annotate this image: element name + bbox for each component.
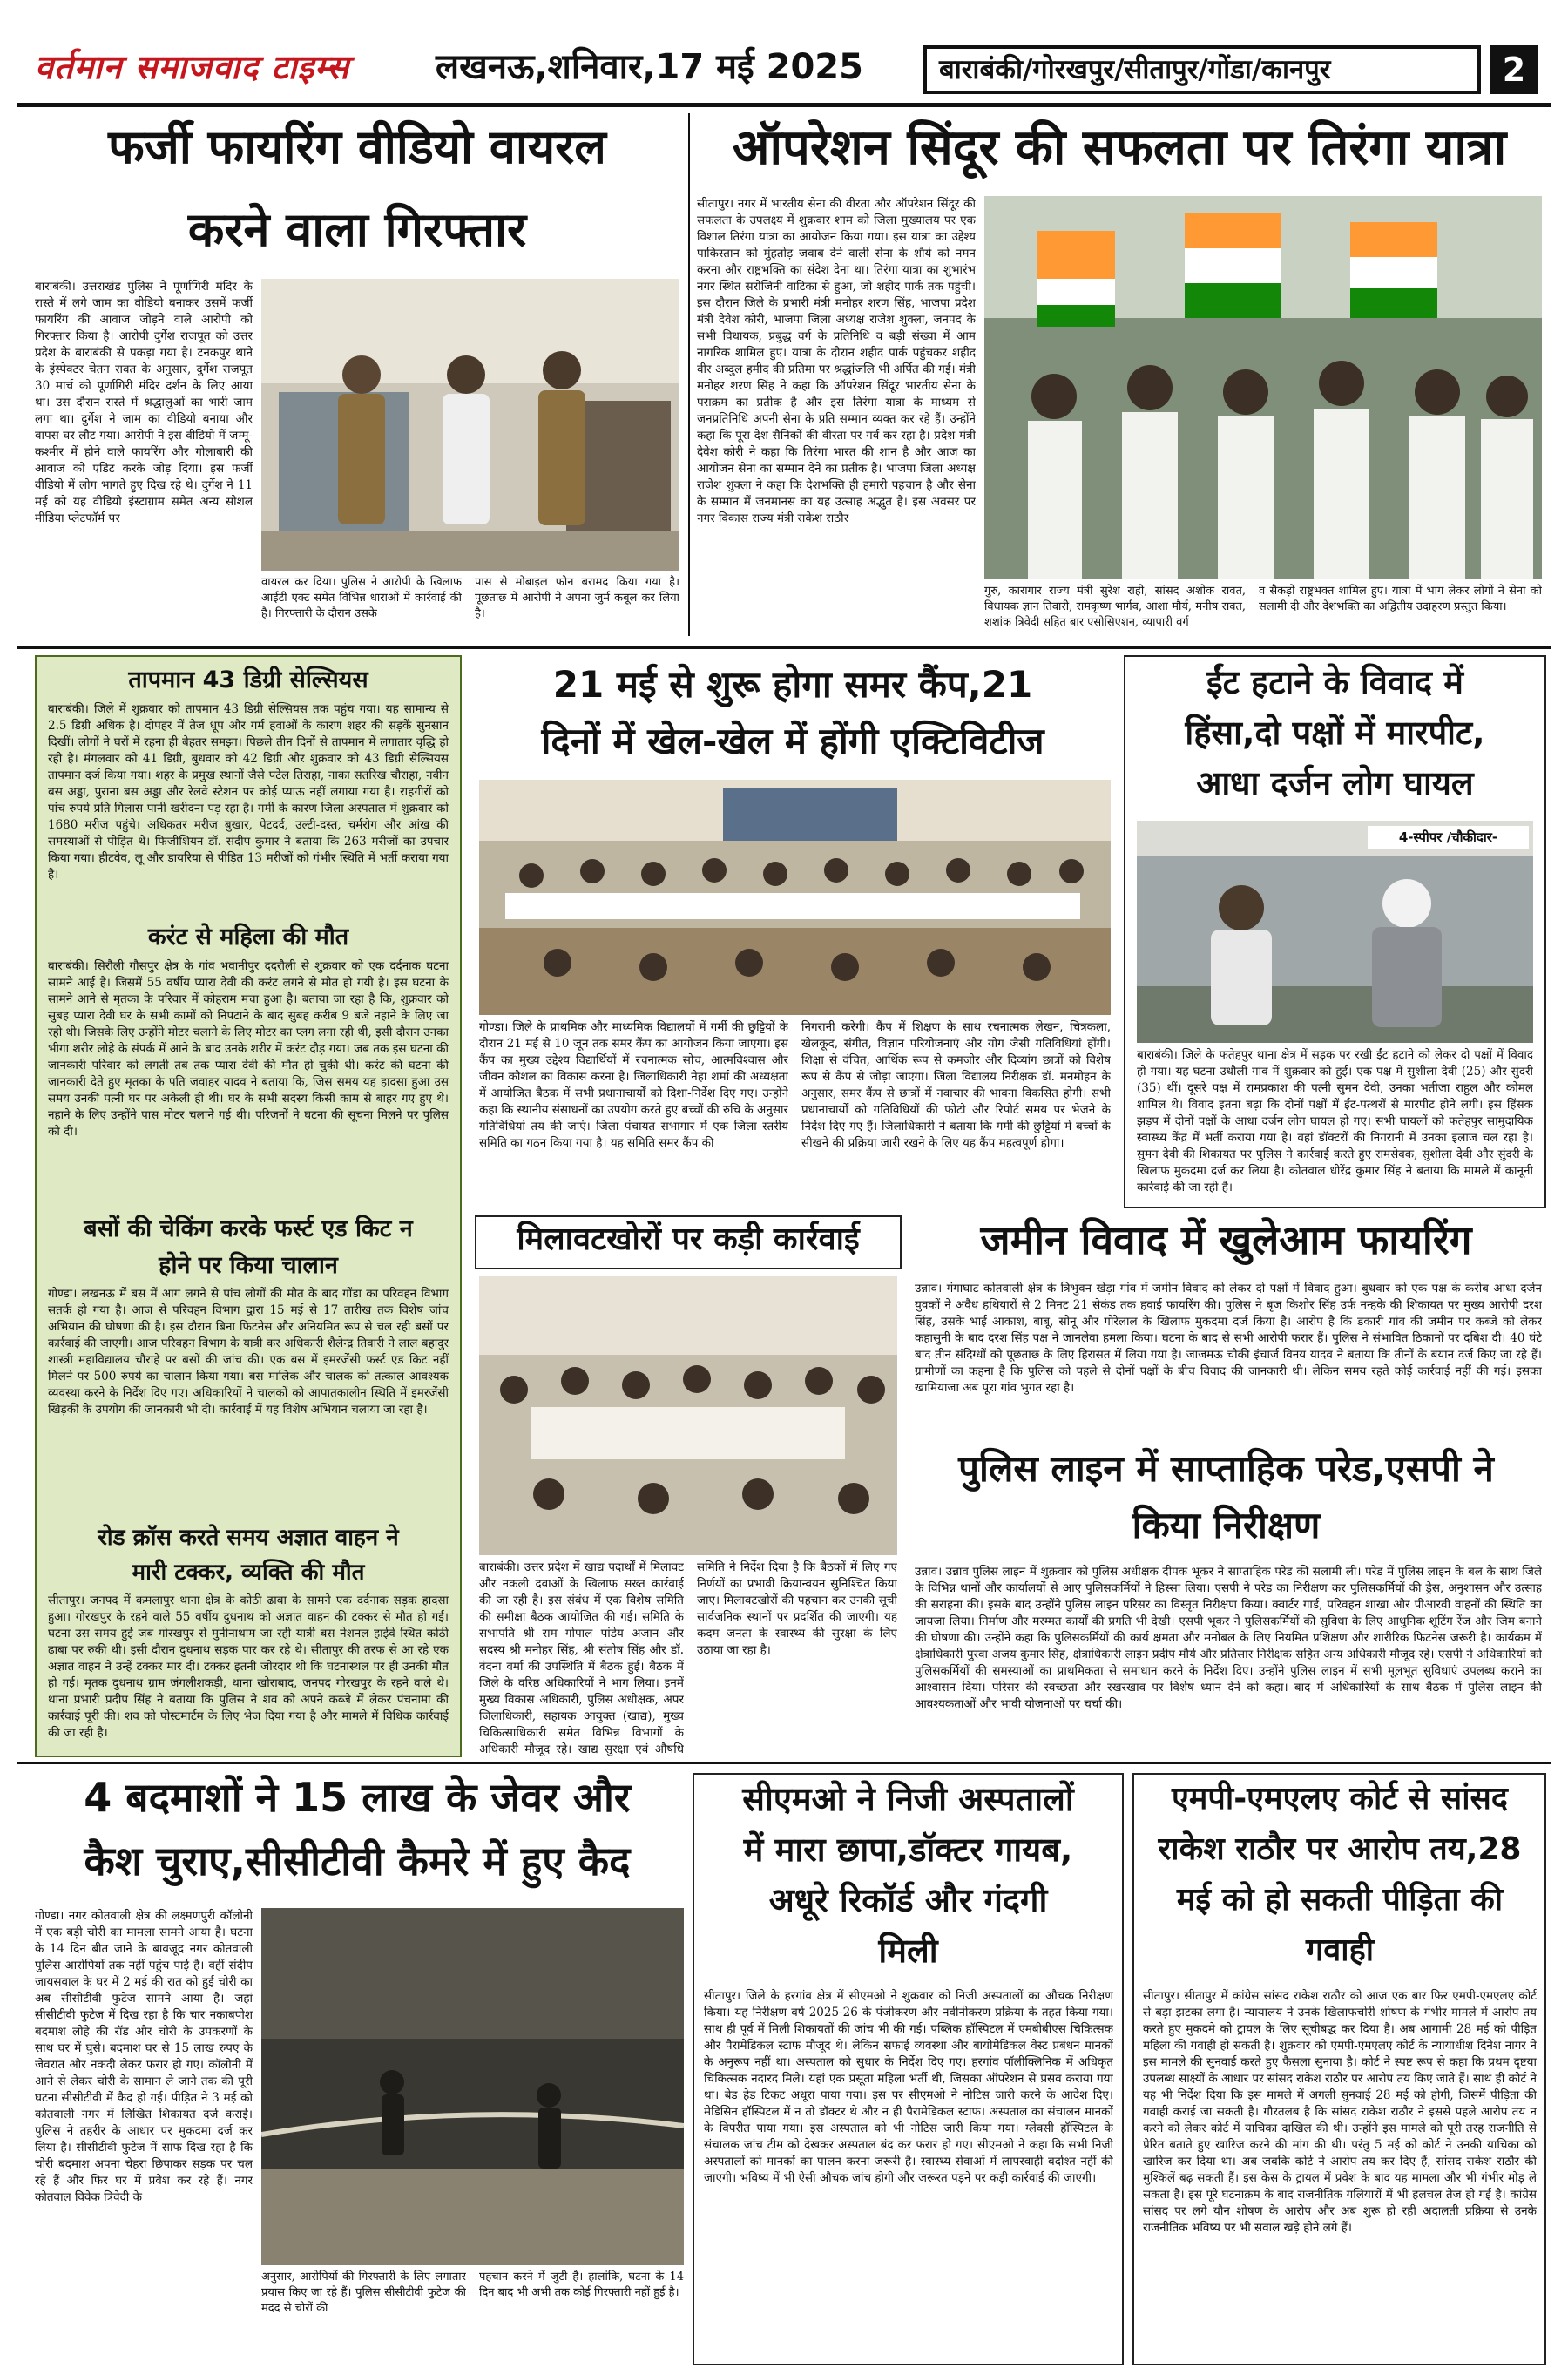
theft-story-body: गोण्डा। नगर कोतवाली क्षेत्र की लक्ष्मणपुरी कॉलोनी में एक बड़ी चोरी का मामला सामने आया है। घटना के 14 दिन बीत जाने के बावजूद नगर कोतवाली पुलिस आरोपियों तक नहीं पहुंच पाई है। वहीं संदीप जायसवाल के घर में 2 मई की रात को हुई चोरी का अब सीसीटीवी फुटेज सामने आया है। जहां सीसीटीवी फुटेज में दिख रहा है कि चार नकाबपोश बदमाश लोहे की रॉड और चोरी के उपकरणों के साथ घर में घुसे। बदमाश घर से 15 लाख रुपए के जेवरात और नकदी लेकर फरार हो गए। कॉलोनी में आने से लेकर चोरी के सामान ले जाने तक की पूरी घटना सीसीटीवी में कैद हो गई। पीड़ित ने 3 मई को कोतवाली नगर में लिखित शिकायत दर्ज कराई। पुलिस ने तहरीर के आधार पर मुकदमा दर्ज कर लिया है। सीसीटीवी फुटेज में साफ दिख रहा है कि चोरी बदमाश अपना चेहरा छिपाकर सड़क पर चल रहे हैं और फिर घर में प्रवेश कर रहे हैं। नगर कोतवाल विवेक त्रिवेदी के (35, 1909, 253, 2204)
cmo-headline-line3: अधूरे रिकॉर्ड और गंदगी (768, 1881, 1048, 1919)
camp-headline-line2: दिनों में खेल-खेल में होंगी एक्टिविटीज (541, 720, 1044, 762)
brick-story-body: बाराबंकी। जिले के फतेहपुर थाना क्षेत्र में सड़क पर रखी ईंट हटाने को लेकर दो पक्षों में विवाद हो गया। यह घटना उधौली गांव में शुक्रवार को हुई। एक पक्ष में सुशीला देवी (25) और सुंदरी (35) थीं। दूसरे पक्ष में रामप्रकाश की पत्नी सुमन देवी, उनका भतीजा राहुल और कोमल शामिल थे। विवाद इतना बढ़ा कि दोनों पक्षों में ईंट-पत्थरों से मारपीट होने लगी। इस हिंसक झड़प में दोनों पक्षों के आधा दर्जन लोग घायल हो गए। सभी घायलों को फतेहपुर सामुदायिक स्वास्थ्य केंद्र में भर्ती कराया गया है। वहां डॉक्टरों की निगरानी में उनका इलाज चल रहा है। सुमन देवी की शिकायत पर पुलिस ने कार्रवाई करते हुए रामसेवक, सुशीला देवी और सुंदरी के खिलाफ मुकदमा दर्ज कर लिया है। कोतवाल धीरेंद्र कुमार सिंह ने बताया कि मामले में कानूनी कार्रवाई की जा रही है। (1137, 1048, 1533, 1194)
land-dispute-body: उन्नाव। गंगाघाट कोतवाली क्षेत्र के त्रिभुवन खेड़ा गांव में जमीन विवाद को लेकर दो पक्षों में विवाद हुआ। बुधवार को एक पक्ष के करीब आधा दर्जन युवकों ने अवैध हथियारों से 2 मिनट 21 सेकंड तक हवाई फायरिंग की। पुलिस ने बृज किशोर सिंह उर्फ नन्हके की शिकायत पर मुख्य आरोपी दरश सिंह, उसके भाई आकाश, बाबू, सोनू और गोरेलाल के खिलाफ मुकदमा दर्ज किया है। आरोप है कि डकारी गांव की जमीन पर कब्जे को लेकर कहासुनी के बाद दरश सिंह पक्ष ने जानलेवा हमला किया। घटना के बाद से सभी आरोपी फरार हैं। पुलिस ने संभावित ठिकानों पर दबिश दी। 40 घंटे बाद तीन संदिग्धों को पूछताछ के लिए हिरासत में लिया गया है। जाजमऊ चौकी इंचार्ज विनय यादव ने बताया कि तीनों के बयान दर्ज किए जा रहे हैं। ग्रामीणों का कहना है कि पुलिस को पहले से दोनों पक्षों के बीच विवाद की जानकारी थी। लेकिन समय रहते कोई कार्रवाई नहीं की गई। इसका खामियाजा अब पूरा गांव भुगत रहा है। (915, 1282, 1542, 1395)
tiranga-rally-photo (984, 196, 1542, 579)
newspaper-brand: वर्तमान समाजवाद टाइम्स (35, 48, 350, 86)
video-headline-line2: करने वाला गिरफ्तार (187, 202, 527, 257)
photo-sign-label: 4-स्पीपर /चौकीदार- (1368, 826, 1529, 849)
brief-road-accident-head-line2: मारी टक्कर, व्यक्ति की मौत (132, 1560, 365, 1586)
masthead-rule (17, 103, 1551, 107)
camp-story-col1: गोण्डा। जिले के प्राथमिक और माध्यमिक विद्यालयों में गर्मी की छुट्टियों के दौरान 21 मई से 10 जून तक समर कैंप का आयोजन किया जाएगा। इस कैंप का मुख्य उद्देश्य विद्यार्थियों में रचनात्मक सोच, आत्मविश्वास और जीवन कौशल का विकास करना है। जिलाधिकारी नेहा शर्मा की अध्यक्षता में आयोजित बैठक में सभी प्रधानाचार्यों को दिशा-निर्देश दिए गए। उन्होंने कहा कि स्थानीय संसाधनों का उपयोग करते हुए बच्चों की रुचि के अनुसार गतिविधियां तय की जाएं। जिला पंचायत सभागार में एक जिला स्तरीय समिति का गठन किया गया है। यह समिति समर कैंप की (479, 1020, 788, 1150)
tiranga-caption-col1: गुरु, कारागार राज्य मंत्री सुरेश राही, सांसद अशोक रावत, विधायक ज्ञान तिवारी, रामकृष्ण भार्गव, आशा मौर्य, मनीष रावत, शशांक त्रिवेदी सहित बार एसोसिएशन, व्यापारी वर्ग (984, 585, 1246, 629)
brick-headline-line2: हिंसा,दो पक्षों में मारपीट, (1185, 714, 1485, 752)
camp-story-col2: निगरानी करेगी। कैंप में शिक्षण के साथ रचनात्मक लेखन, चित्रकला, खेलकूद, संगीत, विज्ञान परियोजनाएं और योग जैसी गतिविधियां होंगी। शिक्षा से वंचित, आर्थिक रूप से कमजोर और दिव्यांग छात्रों को विशेष रूप से कैंप से जोड़ा जाएगा। जिला विद्यालय निरीक्षक डॉ. मनमोहन के अनुसार, समर कैंप से छात्रों में नवाचार की भावना विकसित होगी। सभी प्रधानाचार्यों को गतिविधियों की फोटो और रिपोर्ट समय पर भेजने के निर्देश दिए गए हैं। जिलाधिकारी ने बताया कि गर्मी की छुट्टियों में बच्चों के सीखने की प्रक्रिया जारी रखने के लिए यह कैंप महत्वपूर्ण होगा। (801, 1020, 1111, 1150)
video-story-body: बाराबंकी। उत्तराखंड पुलिस ने पूर्णागिरी मंदिर के रास्ते में लगे जाम का वीडियो बनाकर उसमें फर्जी फायरिंग की आवाज जोड़ने वाले आरोपी को गिरफ्तार किया है। आरोपी दुर्गेश राजपूत को उत्तर प्रदेश के बाराबंकी से पकड़ा गया है। टनकपुर थाने के इंस्पेक्टर चेतन रावत के अनुसार, दुर्गेश राजपूत 30 मार्च को पूर्णागिरी मंदिर दर्शन के लिए आया था। उस दौरान रास्ते में श्रद्धालुओं का भारी जाम लगा था। दुर्गेश ने जाम का वीडियो बनाया और वापस घर लौट गया। आरोपी ने इस वीडियो में जम्मू-कश्मीर में होने वाले फायरिंग और गोलाबारी की आवाज को एडिट करके जोड़ दिया। इस फर्जी वीडियो में लोग भागते हुए दिख रहे थे। दुर्गेश ने 11 मई को यह वीडियो इंस्टाग्राम समेत अन्य सोशल मीडिया प्लेटफॉर्म पर (35, 280, 253, 525)
tiranga-story-body: सीतापुर। नगर में भारतीय सेना की वीरता और ऑपरेशन सिंदूर की सफलता के उपलक्ष्य में शुक्रवार शाम को जिला मुख्यालय पर एक विशाल तिरंगा यात्रा का आयोजन किया गया। इस यात्रा का उद्देश्य पाकिस्तान को मुंहतोड़ जवाब देने वाली सेना के शौर्य को नमन करना और राष्ट्रभक्ति का संदेश देना था। तिरंगा यात्रा का शुभारंभ नगर स्थित सरोजिनी वाटिका से हुआ, जो शहीद पार्क तक पहुंची। इस दौरान जिले के प्रभारी मंत्री मनोहर शरण सिंह, भाजपा प्रदेश मंत्री देवेश कोरी, भाजपा जिला अध्यक्ष राजेश शुक्ला, जनपद के सभी विधायक, प्रबुद्ध वर्ग के प्रतिनिधि व बड़ी संख्या में आम नागरिक शामिल हुए। यात्रा के दौरान शहीद पार्क पहुंचकर शहीद वीर अब्दुल हमीद की प्रतिमा पर श्रद्धांजलि भी अर्पित की गई। मंत्री मनोहर शरण सिंह ने कहा कि ऑपरेशन सिंदूर भारतीय सेना के पराक्रम का प्रतीक है और इस तिरंगा यात्रा के माध्यम से जनप्रतिनिधि अपनी सेना के प्रति सम्मान व्यक्त कर रहे हैं। उन्होंने कहा कि पूरा देश सैनिकों की वीरता पर गर्व कर रहा है। प्रदेश मंत्री देवेश कोरी ने कहा कि तिरंगा भारत की शान है और आज का आयोजन सेना का सम्मान देने का प्रतीक है। भाजपा जिला अध्यक्ष राजेश शुक्ला ने कहा कि देशभक्ति ही हमारी पहचान है और सेना के सम्मान में जनमानस का यह उत्साह अद्भुत है। इस अवसर पर नगर विकास राज्य मंत्री राकेश राठौर (697, 197, 976, 525)
adulteration-col2: समिति ने निर्देश दिया है कि बैठकों में लिए गए निर्णयों का प्रभावी क्रियान्वयन सुनिश्चित किया जाए। मिलावटखोरों की पहचान कर उनकी सूची सार्वजनिक स्थानों पर प्रदर्शित की जाएगी। यह कदम जनता के स्वास्थ्य की सुरक्षा के लिए उठाया जा रहा है। (697, 1560, 897, 1657)
camp-headline-line1: 21 मई से शुरू होगा समर कैंप,21 (552, 663, 1033, 706)
camp-meeting-photo (479, 780, 1111, 1015)
adulteration-headline: मिलावटखोरों पर कड़ी कार्रवाई (517, 1221, 860, 1257)
brief-current-death-body: बाराबंकी। सिरौली गौसपुर क्षेत्र के गांव भवानीपुर ददरौली से शुक्रवार को एक दर्दनाक घटना सामने आई है। जिसमें 55 वर्षीय प्यारा देवी की करंट लगने से मौत हो गयी है। इस घटना के सामने आने से मृतका के परिवार में कोहराम मचा हुआ है। बताया जा रहा है कि, शुक्रवार को सुबह प्यारा देवी घर के सभी कामों को निपटाने के बाद सुबह करीब 9 बजे नहाने के लिए जा रही थी। जिसके लिए उन्होंने मोटर चलाने के लिए मोटर का प्लग लगा रही थी, इसी दौरान उनका भीगा शरीर लोहे के संपर्क में आने के बाद उनके शरीर में करंट दौड़ गया। जब तक इस घटना की जानकारी परिवार को लगती तब तक प्यारा देवी की मौत हो चुकी थी। करंट की घटना की जानकारी देते हुए मृतका के पति जवाहर यादव ने बताया कि, जिस समय यह हादसा हुआ उस समय उनकी पत्नी घर पर अकेली ही थी। घर के सभी सदस्य किसी काम से बाहर गए हुए थे। नहाने के लिए उन्होंने पास मोटर चलाने गई थी। परिजनों ने घटना की सूचना मिलने पर पुलिस को दी। (48, 959, 449, 1139)
section-rule (17, 646, 1551, 649)
brief-temperature-body: बाराबंकी। जिले में शुक्रवार को तापमान 43 डिग्री सेल्सियस तक पहुंच गया। यह सामान्य से 2.5 डिग्री अधिक है। दोपहर में तेज धूप और गर्म हवाओं के कारण शहर की सड़कें सुनसान दिखीं। लोगों ने घरों में रहना ही बेहतर समझा। पिछले तीन दिनों से तापमान में लगातार वृद्धि हो रही है। मंगलवार को 41 डिग्री, बुधवार को 42 डिग्री और शुक्रवार को 43 डिग्री सेल्सियस तापमान दर्ज किया गया। शहर के प्रमुख स्थानों जैसे पटेल तिराहा, नाका सतरिख चौराहा, नवीन बस अड्डा, पुराना बस अड्डा और रेलवे स्टेशन पर कोई प्याऊ नहीं लगाया गया है। राहगीरों को पांच रुपये प्रति गिलास पानी खरीदना पड़ रहा है। गर्मी के कारण जिला अस्पताल में शुक्रवार को 1680 मरीज पहुंचे। अधिकतर मरीज बुखार, पेटदर्द, उल्टी-दस्त, चर्मरोग और आंख की समस्याओं से पीड़ित थे। फिजीशियन डॉ. संदीप कुमार ने बताया कि 263 मरीजों का उपचार किया गया। हीटवेव, लू और डायरिया से पीड़ित 13 मरीजों को गंभीर स्थिति में भर्ती कराया गया है। (48, 702, 449, 882)
brief-bus-check-head-line2: होने पर किया चालान (159, 1252, 338, 1279)
court-headline-line3: मई को हो सकती पीड़िता की (1176, 1882, 1504, 1918)
land-dispute-headline: जमीन विवाद में खुलेआम फायरिंग (980, 1216, 1472, 1263)
court-headline-line2: राकेश राठौर पर आरोप तय,28 (1158, 1831, 1522, 1867)
video-caption-col1: वायरल कर दिया। पुलिस ने आरोपी के खिलाफ आईटी एक्ट समेत विभिन्न धाराओं में कार्रवाई की है। गिरफ्तारी के दौरान उसके (261, 576, 462, 620)
brief-road-accident-head-line1: रोड क्रॉस करते समय अज्ञात वाहन ने (98, 1525, 399, 1551)
brick-headline-line3: आधा दर्जन लोग घायल (1196, 764, 1474, 802)
section-rule-lower (17, 1762, 1551, 1764)
brief-bus-check-body: गोण्डा। लखनऊ में बस में आग लगने से पांच लोगों की मौत के बाद गोंडा का परिवहन विभाग सतर्क हो गया है। आज से परिवहन विभाग द्वारा 15 मई से 17 तारीख तक विशेष जांच अभियान की घोषणा की है। इस दौरान बिना फिटनेस और अनियमित रूप से चल रही बसों पर कार्रवाई की जाएगी। आज परिवहन विभाग के यात्री कर अधिकारी शैलेन्द्र तिवारी ने लाल बहादुर शास्त्री महाविद्यालय चौराहे पर बसों की जांच की। एक बस में इमरजेंसी फर्स्ट एड किट नहीं मिलने पर 500 रुपये का चालान किया गया। बस मालिक और चालक को तत्काल आवश्यक व्यवस्था करने के निर्देश दिए गए। अधिकारियों ने चालकों को आपातकालीन स्थिति में इमरजेंसी खिड़की के उपयोग की जानकारी भी दी। कार्रवाई में यह विशेष अभियान चलाया जा रहा है। (48, 1287, 449, 1417)
page-number: 2 (1490, 45, 1538, 94)
tiranga-headline: ऑपरेशन सिंदूर की सफलता पर तिरंगा यात्रा (732, 119, 1507, 176)
brief-temperature-head: तापमान 43 डिग्री सेल्सियस (128, 666, 368, 694)
injured-persons-photo (1137, 821, 1533, 1043)
theft-headline-line2: कैश चुराए,सीसीटीवी कैमरे में हुए कैद (84, 1837, 631, 1884)
theft-caption-col2: पहचान करने में जुटी है। हालांकि, घटना के 14 दिन बाद भी अभी तक कोई गिरफ्तारी नहीं हुई है। (479, 2270, 684, 2299)
theft-headline-line1: 4 बदमाशों ने 15 लाख के जेवर और (84, 1774, 631, 1821)
cmo-headline-line2: में मारा छापा,डॉक्टर गायब, (743, 1830, 1073, 1869)
column-rule (688, 113, 690, 636)
brief-current-death-head: करंट से महिला की मौत (147, 924, 349, 951)
brief-bus-check-head-line1: बसों की चेकिंग करके फर्स्ट एड किट न (84, 1215, 413, 1242)
edition-cities: बाराबंकी/गोरखपुर/सीतापुर/गोंडा/कानपुर (923, 45, 1481, 94)
theft-caption-col1: अनुसार, आरोपियों की गिरफ्तारी के लिए लगातार प्रयास किए जा रहे हैं। पुलिस सीसीटीवी फुटेज की मदद से चोरों की (261, 2270, 466, 2315)
video-caption-col2: पास से मोबाइल फोन बरामद किया गया है। पूछताछ में आरोपी ने अपना जुर्म कबूल कर लिया है। (475, 576, 679, 620)
parade-story-body: उन्नाव। उन्नाव पुलिस लाइन में शुक्रवार को पुलिस अधीक्षक दीपक भूकर ने साप्ताहिक परेड की सलामी ली। परेड में पुलिस लाइन के बल के साथ जिले के विभिन्न थानों और कार्यालयों से आए पुलिसकर्मियों ने हिस्सा लिया। एसपी ने परेड का निरीक्षण कर पुलिसकर्मियों की ड्रेस, अनुशासन और उत्साह की सराहना की। इसके बाद उन्होंने पुलिस लाइन परिसर का विस्तृत निरीक्षण किया। क्वार्टर गार्ड, परिवहन शाखा और पीआरवी वाहनों की स्थिति का जायजा लिया। निर्माण और मरम्मत कार्यों की प्रगति भी देखी। एसपी भूकर ने पुलिसकर्मियों की सुविधा के लिए आधुनिक शूटिंग रेंज और जिम बनाने की घोषणा की। उन्होंने कहा कि पुलिसकर्मियों की कार्य क्षमता और मनोबल के लिए नियमित प्रशिक्षण और शारीरिक फिटनेस जरूरी है। कार्यक्रम में क्षेत्राधिकारी पुरवा अजय कुमार सिंह, क्षेत्राधिकारी लाइन प्रदीप मौर्य और प्रतिसार निरीक्षक सहित अन्य अधिकारी मौजूद रहे। एसपी ने अधिकारियों को पुलिसकर्मियों की समस्याओं का प्राथमिकता से समाधान करने के निर्देश दिए। उन्होंने पुलिस लाइन में सभी मूलभूत सुविधाएं उपलब्ध कराने का आश्वासन दिया। परिसर की स्वच्छता और रखरखाव पर विशेष ध्यान देने को कहा। बाद में अधिकारियों के साथ बैठक में पुलिस लाइन की आवश्यकताओं और भावी योजनाओं पर चर्चा की। (915, 1565, 1542, 1711)
adulteration-col1: बाराबंकी। उत्तर प्रदेश में खाद्य पदार्थों में मिलावट और नकली दवाओं के खिलाफ सख्त कार्रवाई की जा रही है। इस संबंध में एक विशेष समिति की समीक्षा बैठक आयोजित की गई। समिति के सभापति श्री राम गोपाल पांडेय अजान और सदस्य श्री मनोहर सिंह, श्री संतोष सिंह और डॉ. वंदना वर्मा की उपस्थिति में बैठक हुई। बैठक में जिले के वरिष्ठ अधिकारियों ने भाग लिया। इनमें मुख्य विकास अधिकारी, पुलिस अधीक्षक, अपर जिलाधिकारी, सहायक आयुक्त (खाद्य), मुख्य चिकित्साधिकारी समेत विभिन्न विभागों के अधिकारी मौजूद रहे। खाद्य सुरक्षा एवं औषधि (479, 1560, 684, 1756)
review-meeting-photo (479, 1276, 897, 1555)
court-headline-line4: गवाही (1305, 1932, 1375, 1968)
brief-road-accident-body: सीतापुर। जनपद में कमलापुर थाना क्षेत्र के कोठी ढाबा के सामने एक दर्दनाक सड़क हादसा हुआ। गोरखपुर के रहने वाले 55 वर्षीय दुधनाथ को अज्ञात वाहन की टक्कर से मौत हो गई। घटना उस समय हुई जब गोरखपुर से मुनीनाथाम जा रही यात्री बस नेशनल हाईवे स्थित कोठी ढाबा पर रुकी थी। इसी दौरान दुधनाथ सड़क पार कर रहे थे। सीतापुर की तरफ से आ रहे एक अज्ञात वाहन ने उन्हें टक्कर मार दी। टक्कर इतनी जोरदार थी कि घटनास्थल पर ही उनकी मौत हो गई। मृतक दुधनाथ ग्राम जंगलीशकड़ी, थाना खोराबाद, जनपद गोरखपुर के रहने वाले थे। थाना प्रभारी प्रदीप सिंह ने बताया कि पुलिस ने शव को अपने कब्जे में लेकर पंचनामा की कार्रवाई पूरी की। शव को पोस्टमार्टम के लिए भेज दिया गया है और मामले में विधिक कार्रवाई की जा रही है। (48, 1593, 449, 1740)
parade-headline-line1: पुलिस लाइन में साप्ताहिक परेड,एसपी ने (958, 1447, 1494, 1490)
arrest-photo (261, 279, 679, 571)
tiranga-caption-col2: व सैकड़ों राष्ट्रभक्त शामिल हुए। यात्रा में भाग लेकर लोगों ने सेना को सलामी दी और देशभक्ति का अद्वितीय उदाहरण प्रस्तुत किया। (1259, 585, 1542, 613)
brick-headline-line1: ईंट हटाने के विवाद में (1206, 663, 1464, 701)
court-headline-line1: एमपी-एमएलए कोर्ट से सांसद (1172, 1781, 1508, 1817)
dateline: लखनऊ,शनिवार,17 मई 2025 (436, 47, 863, 87)
court-story-body: सीतापुर। सीतापुर में कांग्रेस सांसद राकेश राठौर को आज एक बार फिर एमपी-एमएलए कोर्ट से बड़ा झटका लगा है। न्यायालय ने उनके खिलाफचोरी शोषण के गंभीर मामले में आरोप तय करते हुए मुकदमे को ट्रायल के लिए सूचीबद्ध कर दिया है। अब आगामी 28 मई को पीड़ित महिला की गवाही हो सकती है। शुक्रवार को एमपी-एमएलए कोर्ट के न्यायाधीश दिनेश नागर ने इस मामले की सुनवाई करते हुए फैसला सुनाया है। कोर्ट ने स्पष्ट रूप से कहा कि प्रथम दृष्टया उपलब्ध साक्ष्यों के आधार पर सांसद राकेश राठौर पर आरोप तय किए जाते हैं। साथ ही कोर्ट ने यह भी निर्देश दिया कि इस मामले में अगली सुनवाई 28 मई को होगी, जिसमें पीड़िता की गवाही कराई जा सकती है। गौरतलब है कि सांसद राकेश राठौर ने इससे पहले आरोप तय न करने को लेकर कोर्ट में याचिका दाखिल की थी। उन्होंने इस मामले को पूरी तरह राजनीति से प्रेरित बताते हुए खारिज करने की मांग की थी। परंतु 5 मई को कोर्ट ने उनकी याचिका को खारिज कर दिया था। अब जबकि कोर्ट ने आरोप तय कर दिए हैं, सांसद राकेश राठौर की मुश्किलें बढ़ सकती हैं। इस केस के ट्रायल में प्रवेश के बाद यह मामला और भी गंभीर मोड़ ले सकता है। इस पूरे घटनाक्रम के बाद राजनीतिक गलियारों में भी हलचल तेज हो गई है। कांग्रेस सांसद पर लगे यौन शोषण के आरोप और अब शुरू हो रही अदालती प्रक्रिया से उनके राजनीतिक भविष्य पर भी सवाल खड़े होने लगे हैं। (1143, 1989, 1537, 2235)
parade-headline-line2: किया निरीक्षण (1132, 1504, 1321, 1546)
video-headline-line1: फर्जी फायरिंग वीडियो वायरल (108, 119, 606, 174)
cmo-headline-line1: सीएमओ ने निजी अस्पतालों (742, 1780, 1074, 1818)
cmo-story-body: सीतापुर। जिले के हरगांव क्षेत्र में सीएमओ ने शुक्रवार को निजी अस्पतालों का औचक निरीक्षण किया। यह निरीक्षण वर्ष 2025-26 के पंजीकरण और नवीनीकरण प्रक्रिया के तहत किया गया। साथ ही पूर्व में मिली शिकायतों की जांच भी की गई। पब्लिक हॉस्पिटल में एमबीबीएस चिकित्सक और पैरामेडिकल स्टाफ मौजूद थे। लेकिन सफाई व्यवस्था और बायोमेडिकल वेस्ट प्रबंधन मानकों के अनुरूप नहीं था। अस्पताल को सुधार के निर्देश दिए गए। हरगांव पॉलीक्लिनिक में अधिकृत चिकित्सक नदारद मिले। यहां एक प्रसूता महिला भर्ती थी, जिसका ऑपरेशन से प्रसव कराया गया था। बेड हेड टिकट अधूरा पाया गया। इस पर सीएमओ ने नोटिस जारी करने के आदेश दिए। मेडिसिन हॉस्पिटल में न तो डॉक्टर थे और न ही पैरामेडिकल स्टाफ। अस्पताल का संचालन मानकों के विपरीत पाया गया। इस अस्पताल को भी नोटिस जारी किया गया। ग्लेक्सी हॉस्पिटल के संचालक जांच टीम को देखकर अस्पताल बंद कर फरार हो गए। सीएमओ ने कहा कि सभी निजी अस्पतालों को मानकों का पालन करना जरूरी है। स्वास्थ्य सेवाओं में लापरवाही बर्दाश्त नहीं की जाएगी। भविष्य में भी ऐसी औचक जांच होगी और जरूरत पड़ने पर कड़ी कार्रवाई की जाएगी। (704, 1989, 1113, 2185)
cctv-footage-photo (261, 1908, 684, 2265)
cmo-headline-line4: मिली (878, 1932, 938, 1970)
